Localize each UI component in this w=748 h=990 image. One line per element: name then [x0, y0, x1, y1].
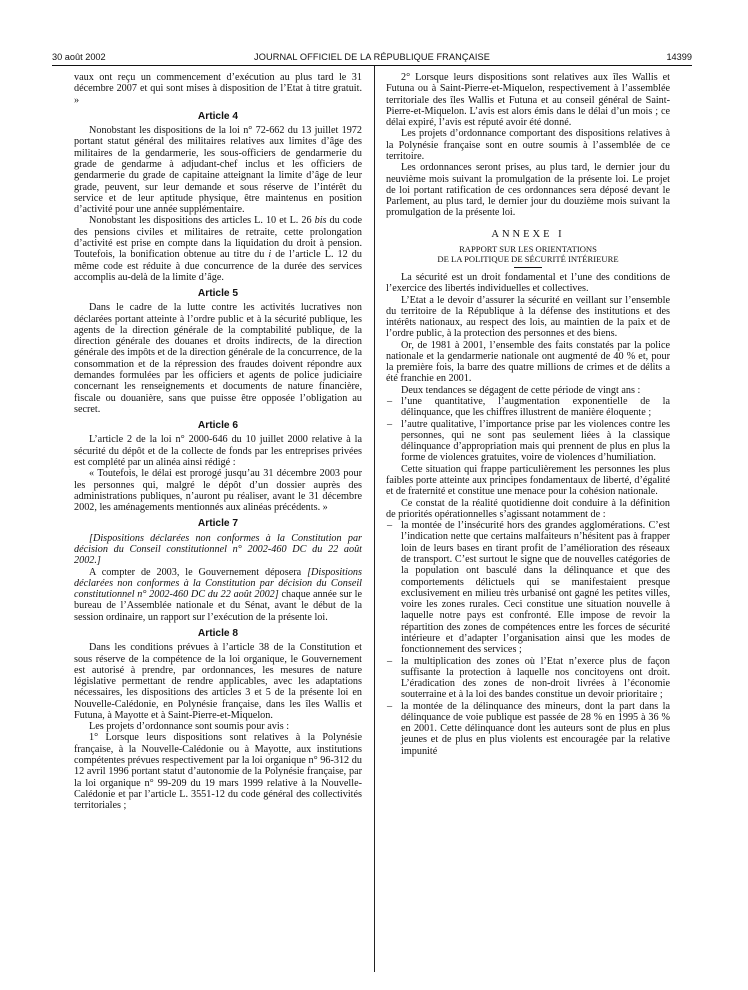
rapport-title-line-2: DE LA POLITIQUE DE SÉCURITÉ INTÉRIEURE: [437, 253, 619, 264]
dash-list-item: [386, 701, 670, 757]
paragraph: L’article 2 de la loi n° 2000-646 du 10 juillet 2000 relative à la sécurité du dépôt et de la collecte de fonds par les entreprises privées est complété par un alinéa ainsi rédigé :: [74, 434, 362, 468]
paragraph: Ce constat de la réalité quotidienne doit conduire à la définition de priorités opérationnelles s’agissant notamment de :: [386, 497, 670, 520]
paragraph: « Toutefois, le délai est prorogé jusqu’au 31 décembre 2003 pour les personnes qui, malgré le dépôt d’un dossier auprès des administrations publiques, n’auront pu réaliser, avant le 31 décembre 2002, les aménagements mentionnés aux alinéas précédents. »: [74, 468, 362, 514]
text-run: chaque année sur le bureau de l’Assemblée nationale et du Sénat, avant le début de la session ordinaire, un rapport sur l’exécution de la présente loi.: [74, 589, 363, 623]
list-item-text: l’autre qualitative, l’importance prise par les violences contre les personnes, qui ne sont pas seulement liées à la classique délinquance d’appropriation mais qui prennent de plus en plus la forme de violences gratuites, voire de violences d’humiliation.: [401, 418, 670, 464]
left-column: [74, 72, 362, 811]
paragraph: Or, de 1981 à 2001, l’ensemble des faits constatés par la police nationale et la gendarmerie nationale ont augmenté de 40 % et, pour la première fois, la barre des quatre millions de crimes et de délits a été franchie en 2001.: [386, 339, 670, 385]
column-divider: [374, 66, 375, 972]
paragraph: [74, 567, 362, 623]
paragraph: Cette situation qui frappe particulièrement les personnes les plus faibles porte atteinte aux principes fondamentaux de liberté, d’égalité et de fraternité et constitue une menace pour la cohésion nationale.: [386, 463, 670, 498]
paragraph: Dans les conditions prévues à l’article 38 de la Constitution et sous réserve de la compétence de la loi organique, le Gouvernement est autorisé à prendre, par ordonnances, les mesures de nature législative permettant de rendre applicables, avec les adaptations nécessaires, les dispositions des articles 3 et 5 de la présente loi en Nouvelle-Calédonie, en Polynésie française, dans les îles Wallis et Futuna, à Mayotte et à Saint-Pierre-et-Miquelon.: [74, 642, 362, 721]
paragraph: Deux tendances se dégagent de cette période de vingt ans :: [401, 384, 641, 396]
dash-list-item: [386, 396, 670, 419]
dash-list-item: [386, 419, 670, 464]
text-run: Nonobstant les dispositions des articles L. 10 et L. 26: [89, 215, 315, 227]
article-4-heading: Article 4: [197, 110, 239, 122]
article-5-heading: Article 5: [197, 288, 239, 300]
text-run-italic: i: [268, 249, 272, 261]
right-column: [386, 72, 670, 757]
title-rule: [514, 267, 542, 268]
dash-marker: –: [387, 520, 393, 532]
text-run: A compter de 2003, le Gouvernement déposera: [89, 566, 308, 578]
paragraph: vaux ont reçu un commencement d’exécution au plus tard le 31 décembre 2007 et qui sont mises à disposition de l’Etat à titre gratuit. »: [74, 72, 362, 106]
dash-marker: –: [387, 418, 393, 430]
paragraph: [74, 215, 362, 283]
header-date: 30 août 2002: [52, 52, 106, 62]
paragraph: La sécurité est un droit fondamental et l’une des conditions de l’exercice des libertés individuelles et collectives.: [386, 271, 670, 295]
paragraph: Les projets d’ordonnance comportant des dispositions relatives à la Polynésie française sont en outre soumis à l’assemblée de ce territoire.: [386, 128, 670, 162]
text-run-italic: bis: [314, 215, 327, 227]
paragraph: Dans le cadre de la lutte contre les activités lucratives non déclarées portant atteinte à l’ordre public et à la sécurité publique, les agents de la direction générale de la comptabilité publique, de la direction générale des douanes et droits indirects, de la direction générale des impôts et de la direction générale de la concurrence, de la consommation et de la répression des fraudes doivent répondre aux demandes formulées par les officiers et agents de police judiciaire concernant les renseignements et documents de nature financière, fiscale ou douanière, sans que puisse être opposée l’obligation au secret.: [74, 302, 362, 415]
paragraph-italic: [Dispositions déclarées non conformes à la Constitution par décision du Conseil constitutionnel n° 2002-460 DC du 22 août 2002.]: [74, 532, 362, 567]
annexe-heading: ANNEXE I: [491, 228, 565, 240]
article-8-heading: Article 8: [197, 627, 239, 639]
list-item-text: l’une quantitative, l’augmentation exponentielle de la délinquance, que les chiffres illustrent de manière éloquente ;: [401, 396, 670, 419]
paragraph: 2° Lorsque leurs dispositions sont relatives aux îles Wallis et Futuna ou à Saint-Pierre-et-Miquelon, respectivement à l’assemblée territoriale des îles Wallis et Futuna et au conseil général de Saint-Pierre-et-Miquelon. L’avis est alors émis dans le délai d’un mois ; ce délai expiré, l’avis est réputé avoir été donné.: [386, 72, 670, 129]
text-run: du code des pensions civiles et militaires de retraite, cette prolongation d’activité est prise en compte dans la liquidation du droit à pension. Toutefois, la bonification obtenue au titre du: [74, 215, 363, 261]
paragraph: Nonobstant les dispositions de la loi n° 72-662 du 13 juillet 1972 portant statut général des militaires relatives aux limites d’âge des militaires de la gendarmerie, les sous-officiers de gendarmerie du grade de gendarme à adjudant-chef inclus et les officiers de gendarmerie du grade de capitaine atteignant la limite d’âge de leur grade, peuvent, sur leur demande et sous réserve de l’intérêt du service et de leur aptitude physique, être maintenus en position d’activité pour une année supplémentaire.: [74, 125, 362, 216]
dash-list-item: [386, 656, 670, 701]
page-header: [52, 52, 692, 66]
paragraph: L’Etat a le devoir d’assurer la sécurité en veillant sur l’ensemble du territoire de la République à la défense des institutions et des intérêts nationaux, au respect des lois, au maintien de la paix et de l’ordre public, à la protection des personnes et des biens.: [386, 294, 670, 340]
header-rule: [52, 65, 692, 66]
text-run: de l’article L. 12 du même code est réduite à due concurrence de la durée des services accomplis au-delà de la limite d’âge.: [74, 249, 362, 283]
article-6-heading: Article 6: [197, 420, 239, 432]
dash-marker: –: [387, 655, 393, 667]
rapport-title-line-1: RAPPORT SUR LES ORIENTATIONS: [459, 243, 597, 254]
article-7-heading: Article 7: [197, 518, 239, 530]
text-run-italic: [Dispositions déclarées non conformes à la Constitution par décision du Conseil constitutionnel n° 2002-460 DC du 22 août 2002]: [74, 566, 362, 601]
dash-marker: –: [387, 396, 393, 408]
paragraph: Les ordonnances seront prises, au plus tard, le dernier jour du neuvième mois suivant la promulgation de la présente loi. Le projet de loi portant ratification de ces ordonnances sera déposé devant le Parlement, au plus tard, le dernier jour du douzième mois suivant la promulgation de la présente loi.: [386, 162, 670, 219]
list-item-text: la montée de l’insécurité hors des grandes agglomérations. C’est l’indication nette que certains malfaiteurs n’hésitent pas à frapper loin de leurs bases en tirant profit de l’amélioration des réseaux de transport. C’est surtout le signe que de nouvelles catégories de la population ont basculé dans la délinquance et que des comportements délictuels qui se manifestaient presque exclusivement en milieu très urbanisé ont gagné les petites villes, voire les zones rurales. Ceci constitue une situation nouvelle à laquelle notre pays est confronté. Elle impose de revoir la répartition des zones de compétences entre les forces de sécurité intérieure et d’adapter l’organisation ainsi que les modes de fonctionnement des services ;: [401, 520, 670, 656]
dash-list-item: [386, 520, 670, 655]
paragraph: 1° Lorsque leurs dispositions sont relatives à la Polynésie française, à la Nouvelle-Calédonie ou à Mayotte, aux institutions compétentes prévues respectivement par la loi organique n° 96-312 du 12 avril 1996 portant statut d’autonomie de la Polynésie française, par la loi organique n° 99-209 du 19 mars 1999 relative à la Nouvelle-Calédonie et par l’article L. 3551-12 du code général des collectivités territoriales ;: [74, 732, 362, 812]
dash-marker: –: [387, 700, 393, 712]
list-item-text: la montée de la délinquance des mineurs, dont la part dans la délinquance de voie publique est passée de 28 % en 1995 à 36 % en 2001. Cette délinquance dont les auteurs sont de plus en plus jeunes et de plus en plus violents est encouragée par la relative impunité: [401, 700, 670, 757]
header-page-number: 14399: [666, 52, 692, 62]
header-journal-title: JOURNAL OFFICIEL DE LA RÉPUBLIQUE FRANÇAISE: [254, 52, 490, 62]
list-item-text: la multiplication des zones où l’Etat n’exerce plus de façon suffisante la protection à laquelle nos concitoyens ont droit. L’éradication des zones de non-droit livrées à l’économie souterraine et à la loi des bandes constitue un devoir prioritaire ;: [401, 655, 670, 701]
paragraph: Les projets d’ordonnance sont soumis pour avis :: [89, 721, 290, 733]
